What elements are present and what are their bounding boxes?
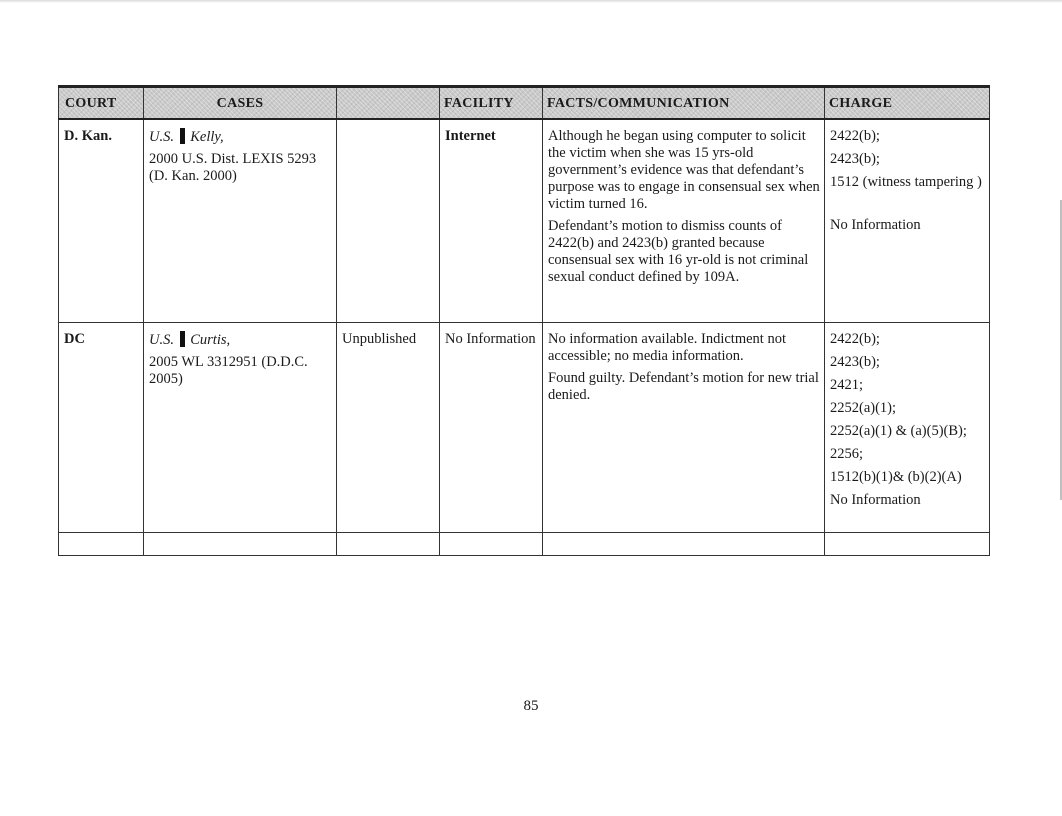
facility-cell: No Information	[440, 323, 543, 533]
case-citation: 2005 WL 3312951 (D.D.C. 2005)	[149, 354, 308, 387]
charge-cell	[825, 323, 990, 533]
case-party: Curtis,	[190, 332, 231, 348]
charge-item: 2423(b);	[830, 151, 880, 167]
header-cases: CASES	[144, 87, 337, 120]
court-cell: D. Kan.	[59, 119, 144, 323]
charge-item: 2256;	[830, 446, 864, 462]
publication-cell	[337, 119, 440, 323]
case-citation: 2000 U.S. Dist. LEXIS 5293 (D. Kan. 2000)	[149, 151, 317, 184]
header-facts: FACTS/COMMUNICATION	[543, 87, 825, 120]
header-court: COURT	[59, 87, 144, 120]
header-facility: FACILITY	[440, 87, 543, 120]
empty-cell	[440, 533, 543, 556]
empty-cell	[337, 533, 440, 556]
table-header-row	[59, 87, 990, 120]
table-row	[59, 323, 990, 533]
table-row	[59, 119, 990, 323]
empty-cell	[543, 533, 825, 556]
case-cell	[144, 119, 337, 323]
charge-item: 1512(b)(1)& (b)(2)(A)	[830, 469, 962, 485]
table-row-empty	[59, 533, 990, 556]
facts-cell	[543, 323, 825, 533]
case-party: Kelly,	[190, 129, 224, 145]
facts-paragraph: Defendant’s motion to dismiss counts of 2422(b) and 2423(b) granted because consensual sex with 16 yr-old is not criminal sexual conduct defined by 109A.	[548, 218, 809, 285]
page-number: 85	[523, 698, 539, 714]
charge-item: 2423(b);	[830, 354, 880, 370]
charge-cell	[825, 119, 990, 323]
case-prefix: U.S.	[149, 332, 174, 348]
redaction-mark	[180, 128, 185, 144]
facts-paragraph: Although he began using computer to solicit the victim when she was 15 yrs-old government’s evidence was that defendant’s purpose was to engage in consensual sex when victim turned 16.	[548, 128, 820, 212]
facts-cell	[543, 119, 825, 323]
empty-cell	[144, 533, 337, 556]
header-charge: CHARGE	[825, 87, 990, 120]
facility-cell: Internet	[440, 119, 543, 323]
case-prefix: U.S.	[149, 129, 174, 145]
empty-cell	[825, 533, 990, 556]
court-cell: DC	[59, 323, 144, 533]
charge-item: 2252(a)(1) & (a)(5)(B);	[830, 423, 967, 439]
charge-item: 1512 (witness tampering )	[830, 174, 982, 190]
facts-paragraph: Found guilty. Defendant’s motion for new trial denied.	[548, 370, 819, 403]
charge-item: 2422(b);	[830, 331, 880, 347]
charge-item: 2252(a)(1);	[830, 400, 897, 416]
case-cell	[144, 323, 337, 533]
charge-item: No Information	[830, 492, 921, 508]
charge-item: 2422(b);	[830, 128, 880, 144]
redaction-mark	[180, 331, 185, 347]
header-blank	[337, 87, 440, 120]
publication-cell: Unpublished	[337, 323, 440, 533]
charge-item: No Information	[830, 217, 921, 233]
case-table	[58, 85, 990, 556]
charge-item: 2421;	[830, 377, 864, 393]
empty-cell	[59, 533, 144, 556]
scan-edge-top	[0, 0, 1062, 3]
facts-paragraph: No information available. Indictment not accessible; no media information.	[548, 331, 786, 364]
